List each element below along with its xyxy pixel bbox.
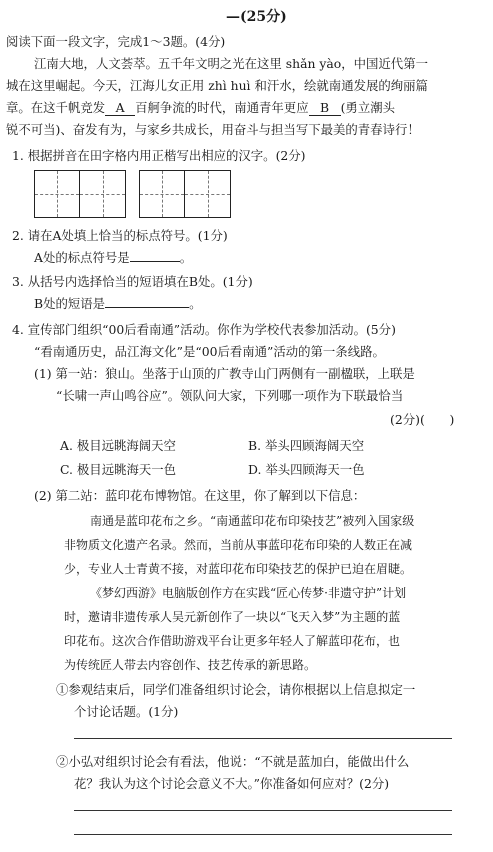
option-a[interactable]: A. 极目远眺海阔天空 <box>60 438 176 453</box>
info-line: 非物质文化遗产名录。然而，当前从事蓝印花布印染的人数正在减 <box>64 538 413 552</box>
answer-label: B处的短语是 <box>34 296 106 311</box>
writing-grid-2[interactable] <box>139 170 231 218</box>
sub-question-1-line-2: 个讨论话题。(1分) <box>74 704 179 719</box>
passage-text: 章。在这千帆竞发 <box>6 100 106 115</box>
stop-1-score: (2分)( ) <box>390 412 455 427</box>
stop-1-line-1: (1) 第一站：狼山。坐落于山顶的广教寺山门两侧有一副楹联，上联是 <box>34 366 415 381</box>
passage-text: 百舸争流的时代，南通青年更应 <box>135 100 309 115</box>
sub-question-2-line-1: ②小弘对组织讨论会有看法，他说：“不就是蓝加白，能做出什么 <box>56 754 410 769</box>
passage-line-3 <box>6 98 395 116</box>
period: 。 <box>179 250 193 265</box>
grid-cell[interactable] <box>80 171 125 217</box>
option-b[interactable]: B. 举头四顾海阔天空 <box>248 438 365 453</box>
question-1: 1. 根据拼音在田字格内用正楷写出相应的汉字。(2分) <box>12 148 306 163</box>
passage-line-1: 江南大地，人文荟萃。五千年文明之光在这里 shǎn yào，中国近代第一 <box>34 56 428 71</box>
writing-grid-1[interactable] <box>34 170 126 218</box>
period: 。 <box>189 296 202 311</box>
info-line: 印花布。这次合作借助游戏平台让更多年轻人了解蓝印花布，也 <box>64 634 401 648</box>
option-d[interactable]: D. 举头四顾海天一色 <box>248 462 365 477</box>
option-c[interactable]: C. 极目远眺海天一色 <box>60 462 177 477</box>
passage-text: (勇立潮头 <box>340 100 395 115</box>
info-line: 南通是蓝印花布之乡。“南通蓝印花布印染技艺”被列入国家级 <box>90 514 415 528</box>
sub-question-2-line-2: 花？我认为这个讨论会意义不大。”你准备如何应对？(2分) <box>74 776 390 791</box>
info-line: 时，邀请非遗传承人吴元新创作了一块以“飞天入梦”为主题的蓝 <box>64 610 401 624</box>
stop-2-line-1: (2) 第二站：蓝印花布博物馆。在这里，你了解到以下信息： <box>34 488 366 503</box>
stop-1-line-2: “长啸一声山鸣谷应”。领队问大家，下列哪一项作为下联最恰当 <box>56 388 404 403</box>
page-title: —(25分) <box>226 9 287 25</box>
question-3: 3. 从括号内选择恰当的短语填在B处。(1分) <box>12 274 253 289</box>
answer-line[interactable] <box>74 810 452 811</box>
answer-label: A处的标点符号是 <box>34 250 130 265</box>
grid-cell[interactable] <box>35 171 80 217</box>
passage-line-4: 锐不可当)、奋发有为，与家乡共成长，用奋斗与担当写下最美的青春诗行！ <box>6 122 420 137</box>
question-2: 2. 请在A处填上恰当的标点符号。(1分) <box>12 228 228 243</box>
info-line: 少，专业人士青黄不接，对蓝印花布印染技艺的保护已迫在眉睫。 <box>64 562 413 576</box>
info-line: 《梦幻西游》电脑版创作方在实践“匠心传梦·非遗守护”计划 <box>90 586 407 600</box>
answer-line-a <box>34 248 192 266</box>
question-4: 4. 宣传部门组织“00后看南通”活动。你作为学校代表参加活动。(5分) <box>12 322 396 337</box>
grid-cell[interactable] <box>140 171 185 217</box>
answer-blank-b[interactable] <box>105 307 189 308</box>
question-4-intro: “看南通历史，品江海文化”是“00后看南通”活动的第一条线路。 <box>34 344 385 359</box>
info-line: 为传统匠人带去内容创作、技艺传承的新思路。 <box>64 658 317 672</box>
answer-blank-a[interactable] <box>130 261 180 262</box>
answer-line[interactable] <box>74 834 452 835</box>
grid-cell[interactable] <box>185 171 230 217</box>
answer-line-b <box>34 294 201 312</box>
passage-line-2: 城在这里崛起。今天，江海儿女正用 zhì huì 和汗水，绘就南通发展的绚丽篇 <box>6 78 428 93</box>
blank-b: B <box>309 101 341 116</box>
instruction: 阅读下面一段文字，完成1～3题。(4分) <box>6 34 226 49</box>
answer-line[interactable] <box>74 738 452 739</box>
sub-question-1-line-1: ①参观结束后，同学们准备组织讨论会，请你根据以上信息拟定一 <box>56 682 416 697</box>
blank-a: A <box>105 101 135 116</box>
